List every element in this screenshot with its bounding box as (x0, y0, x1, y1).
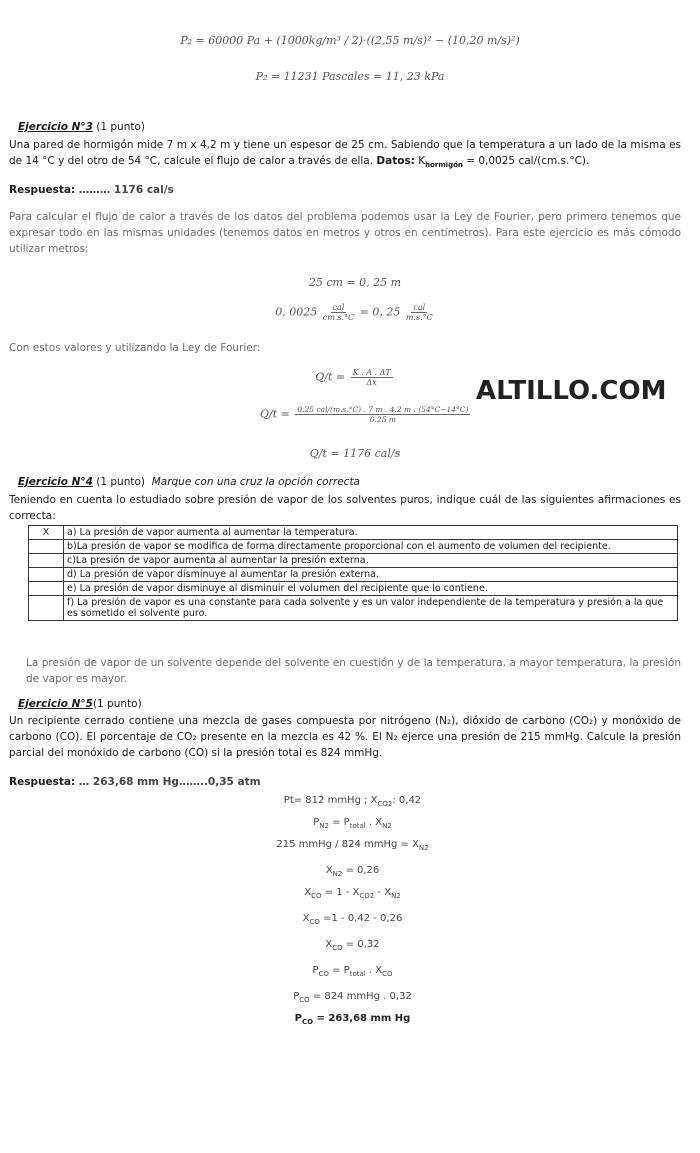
exercise-3-statement: Una pared de hormigón mide 7 m x 4,2 m y tiene un espesor de 25 cm. Sabiendo que la temperatura a un lado de la misma es de 14 °C y del otro de 54 °C, calcule el flujo de calor a través de ella. Datos: $K_{hormigón} = 0,0025$ cal/(cm.s.°C). (9, 139, 681, 170)
exercise-3-explanation: Para calcular el flujo de calor a través de los datos del problema podemos usar la Ley de Fourier, pero primero tenemos que expresar todo en las mismas unidades (tenemos datos en metros y otros en centímetros). Para este ejercicio es más cómodo utilizar metros: (9, 211, 681, 255)
option-mark (29, 568, 64, 582)
fourier-substitution: Q/t = $\frac{\text{0.25 cal/(m.s.°C) . 7 m . 4.2 m . (54°C−14°C)}}{0.25 m}$ (260, 405, 469, 424)
option-text: a) La presión de vapor aumenta al aumentar la temperatura. (64, 526, 678, 540)
calculation-line: $P_{CO} = 824$ mmHg . 0,32 (293, 991, 412, 1004)
option-row (29, 526, 678, 540)
calculation-line: $P_{CO} = 263,68$ mm Hg (294, 1013, 411, 1026)
option-text: f) La presión de vapor es una constante para cada solvente y es un valor independiente de la temperatura y presión a la que es sometido el solvente puro. (64, 596, 678, 621)
exercise-5-answer: Respuesta: … 263,68 mm Hg……..0,35 atm (9, 776, 261, 788)
option-row (29, 582, 678, 596)
option-row (29, 540, 678, 554)
option-row (29, 568, 678, 582)
exercise-3-points: (1 punto) (92, 121, 146, 133)
option-text: c)La presión de vapor aumenta al aumentar la presión externa. (64, 554, 678, 568)
equation-p2-result: P₂ = 11231 Pascales = 11, 23 kPa (255, 70, 445, 83)
exercise-3-title: Ejercicio N°3 (18, 121, 93, 133)
exercise-5-heading: Ejercicio N°5(1 punto) (18, 698, 142, 710)
calculation-line: Pt= 812 mmHg ; $X_{CO2}$: 0,42 (283, 795, 422, 808)
exercise-5-title: Ejercicio N°5 (18, 698, 93, 710)
calculation-line: $P_{N2} = P_{total}$ . $X_{N2}$ (313, 817, 392, 830)
calculation-line: $X_{N2} = 0,26$ (325, 865, 380, 878)
fourier-result: Q/t = 1176 cal/s (309, 447, 401, 460)
altillo-logo: ALTILLO.COM (476, 376, 667, 406)
option-mark (29, 554, 64, 568)
fourier-law: Q/t = $\frac{K . A . \Delta T}{\Delta x}$ (315, 368, 391, 387)
calculation-line: $P_{CO} = P_{total}$ . $X_{CO}$ (312, 965, 393, 978)
calculation-line: $X_{CO} = 0,32$ (325, 939, 380, 952)
calculation-line: $X_{CO} = 1 - X_{CO2} - X_{N2}$ (304, 887, 401, 900)
calculation-line: 215 mmHg / 824 mmHg = $X_{N2}$ (276, 839, 429, 852)
exercise-4-instruction: Marque con una cruz la opción correcta (151, 476, 360, 488)
calculation-line: $X_{CO} =1 - 0,42 - 0,26$ (302, 913, 403, 926)
exercise-5-calculation (0, 792, 700, 1032)
equation-p2-expansion: P₂ = 60000 Pa + (1000kg/m³ / 2)·((2,55 m/s)² − (10,20 m/s)²) (180, 34, 520, 47)
exercise-5-statement: Un recipiente cerrado contiene una mezcla de gases compuesta por nitrógeno (N₂), dióxido de carbono (CO₂) y monóxido de carbono (CO). El porcentaje de CO₂ presente en la mezcla es 42 %. El N₂ ejerce una presión de 215 mmHg. Calcule la presión parcial del monóxido de carbono (CO) si la presión total es 824 mmHg. (9, 715, 681, 759)
unit-conversion-length: 25 cm = 0, 25 m (308, 276, 402, 289)
option-text: b)La presión de vapor se modifica de forma directamente proporcional con el aumento de volumen del recipiente. (64, 540, 678, 554)
exercise-3-answer: Respuesta: ……… 1176 cal/s (9, 184, 174, 196)
option-row (29, 554, 678, 568)
datos-label: Datos: (376, 155, 415, 167)
unit-conversion-k: 0, 0025 $\frac{\text{cal}}{cm.s.^\circ C}$ = 0, 25 $\frac{\text{cal}}{m.s.^\circ C}$ (275, 303, 433, 322)
fourier-intro: Con estos valores y utilizando la Ley de Fourier: (9, 342, 261, 354)
option-mark (29, 596, 64, 621)
option-mark: X (29, 526, 64, 540)
option-text: d) La presión de vapor disminuye al aumentar la presión externa. (64, 568, 678, 582)
exercise-4-explanation: La presión de vapor de un solvente depende del solvente en cuestión y de la temperatura, a mayor temperatura, la presión de vapor es mayor. (26, 657, 681, 685)
option-mark (29, 540, 64, 554)
option-text: e) La presión de vapor disminuye al disminuir el volumen del recipiente que lo contiene. (64, 582, 678, 596)
exercise-4-heading: Ejercicio N°4 (1 punto) Marque con una cruz la opción correcta (18, 476, 360, 488)
option-row (29, 596, 678, 621)
options-table (28, 525, 678, 621)
exercise-4-title: Ejercicio N°4 (18, 476, 93, 488)
option-mark (29, 582, 64, 596)
exercise-3-heading (18, 121, 145, 133)
exercise-4-statement: Teniendo en cuenta lo estudiado sobre presión de vapor de los solventes puros, indique cuál de las siguientes afirmaciones es correcta: (9, 494, 681, 522)
